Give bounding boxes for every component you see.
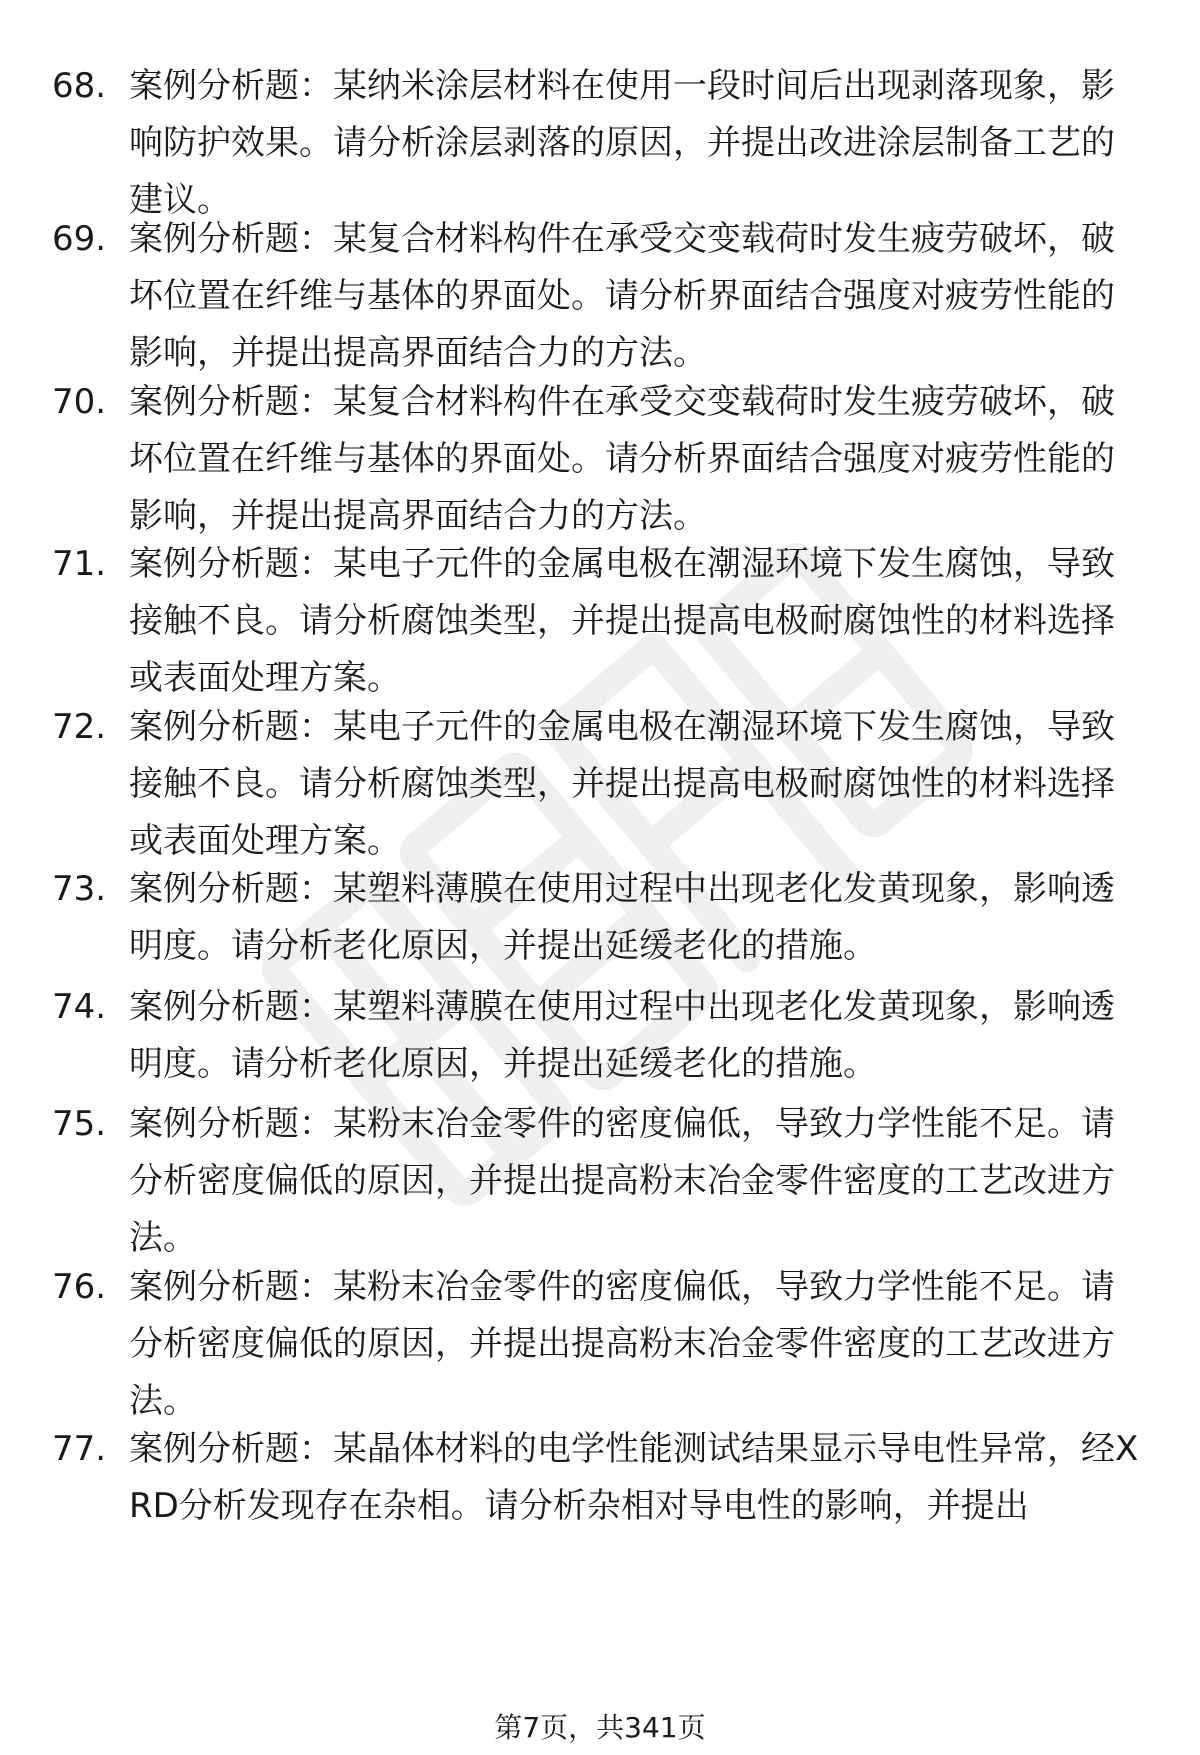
question-text: 案例分析题：某纳米涂层材料在使用一段时间后出现剥落现象，影响防护效果。请分析涂层剥落的原因，并提出改进涂层制备工艺的建议。 [129,66,1115,220]
question-text: 案例分析题：某复合材料构件在承受交变载荷时发生疲劳破坏，破坏位置在纤维与基体的界面处。请分析界面结合强度对疲劳性能的影响，并提出提高界面结合力的方法。 [129,219,1115,373]
question-number: 75. [52,1104,107,1144]
question-text: 案例分析题：某电子元件的金属电极在潮湿环境下发生腐蚀，导致接触不良。请分析腐蚀类型，并提出提高电极耐腐蚀性的材料选择或表面处理方案。 [129,544,1115,698]
question-text: 案例分析题：某粉末冶金零件的密度偏低，导致力学性能不足。请分析密度偏低的原因，并提出提高粉末冶金零件密度的工艺改进方法。 [129,1104,1115,1258]
question-number: 69. [52,219,107,259]
question-text: 案例分析题：某电子元件的金属电极在潮湿环境下发生腐蚀，导致接触不良。请分析腐蚀类型，并提出提高电极耐腐蚀性的材料选择或表面处理方案。 [129,707,1115,861]
question-text: 案例分析题：某复合材料构件在承受交变载荷时发生疲劳破坏，破坏位置在纤维与基体的界面处。请分析界面结合强度对疲劳性能的影响，并提出提高界面结合力的方法。 [129,382,1115,536]
question-number: 77. [52,1429,107,1469]
question-number: 74. [52,987,107,1027]
question-number: 70. [52,382,107,422]
question-number: 68. [52,66,107,106]
question-text: 案例分析题：某晶体材料的电学性能测试结果显示导电性异常，经XRD分析发现存在杂相。请分析杂相对导电性的影响，并提出 [129,1429,1139,1526]
question-number: 73. [52,869,107,909]
question-text: 案例分析题：某粉末冶金零件的密度偏低，导致力学性能不足。请分析密度偏低的原因，并提出提高粉末冶金零件密度的工艺改进方法。 [129,1267,1115,1421]
question-number: 72. [52,707,107,747]
question-text: 案例分析题：某塑料薄膜在使用过程中出现老化发黄现象，影响透明度。请分析老化原因，并提出延缓老化的措施。 [129,987,1115,1084]
question-number: 71. [52,544,107,584]
page-number-footer: 第7页，共341页 [494,1711,706,1744]
question-number: 76. [52,1267,107,1307]
question-text: 案例分析题：某塑料薄膜在使用过程中出现老化发黄现象，影响透明度。请分析老化原因，并提出延缓老化的措施。 [129,869,1115,966]
